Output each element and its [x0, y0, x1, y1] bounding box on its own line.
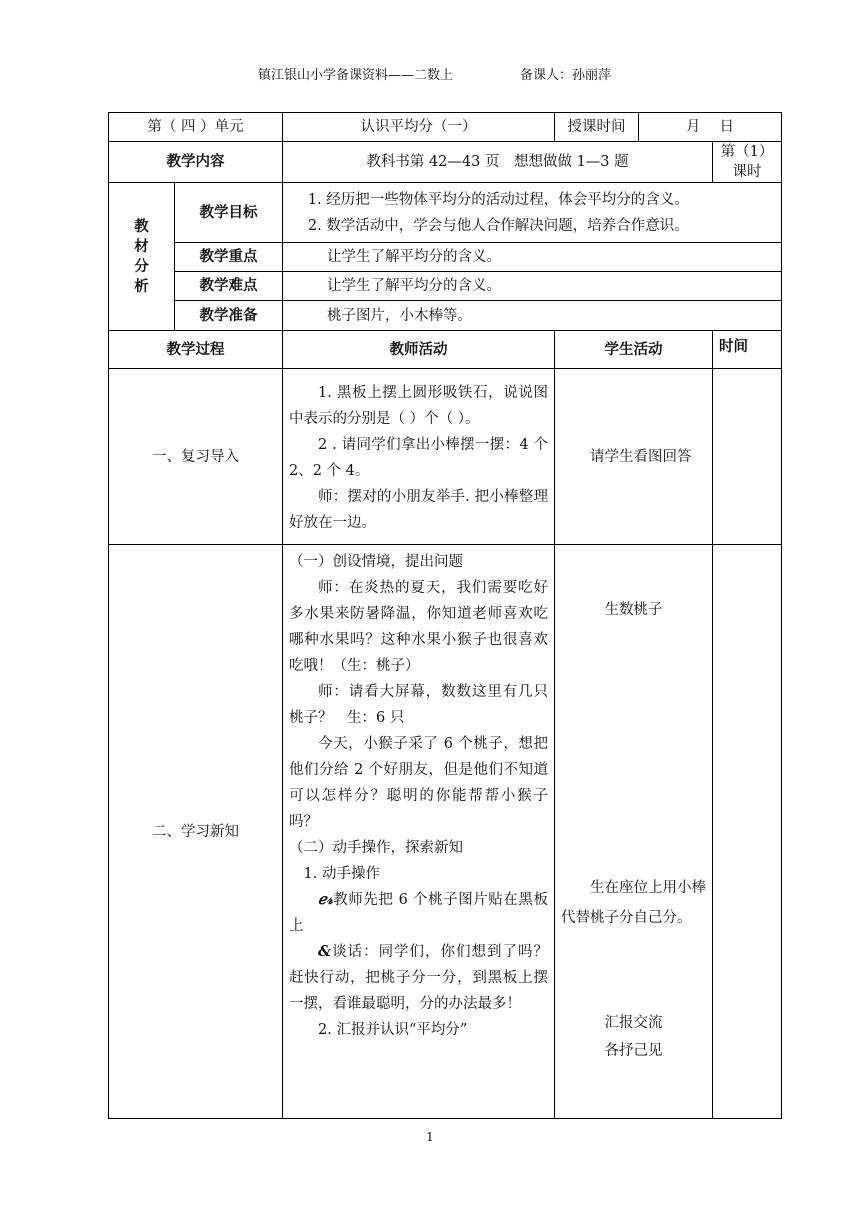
stage2-student	[555, 545, 713, 1119]
stage2-teacher-para	[289, 939, 548, 1017]
speech-mark-icon: &	[318, 943, 332, 960]
header-school: 镇江银山小学备课资料——二数上	[258, 68, 454, 83]
stage2-teacher-para: 师：请看大屏幕，数数这里有几只桃子？ 生：6 只	[289, 684, 548, 726]
stage2-teacher-para	[289, 887, 548, 939]
stage2-subheading: 1. 动手操作	[303, 866, 380, 882]
goal-item: 1. 经历把一些物体平均分的活动过程，体会平均分的含义。	[307, 191, 689, 208]
date-cell: 月 日	[639, 113, 782, 142]
goals-label: 教学目标	[175, 183, 283, 243]
stage2-student-2: 生在座位上用小棒代替桃子分自己分。	[561, 880, 706, 926]
stage1-time	[713, 369, 782, 545]
process-header: 教学过程	[109, 331, 283, 369]
stage2-subheading: 2. 汇报并认识“平均分”	[318, 1022, 468, 1038]
analysis-char: 教	[134, 217, 149, 235]
unit-row	[109, 113, 782, 142]
stage2-time	[713, 545, 782, 1119]
stage1-student-text: 请学生看图回答	[590, 448, 692, 465]
teacher-header: 教师活动	[283, 331, 555, 369]
page-number: 1	[426, 1130, 434, 1144]
stage2-student-3b: 各抒己见	[604, 1043, 663, 1059]
stage1-student	[555, 369, 713, 545]
stage2-text: 谈话：同学们，你们想到了吗？赶快行动，把桃子分一分，到黑板上摆一摆，看谁最聪明，分的办法最多！	[289, 944, 548, 1012]
student-header: 学生活动	[555, 331, 713, 369]
stage2-student-1: 生数桃子	[604, 602, 663, 618]
time-label-cell: 授课时间	[555, 113, 639, 142]
stage1-row	[109, 369, 782, 545]
stage1-name: 一、复习导入	[109, 369, 283, 545]
analysis-char: 材	[134, 237, 149, 255]
prep-row	[109, 301, 782, 331]
stage2-row	[109, 545, 782, 1119]
stage2-teacher	[283, 545, 555, 1119]
stage1-teacher-para: 师：摆对的小朋友举手. 把小棒整理好放在一边。	[289, 488, 548, 531]
content-label: 教学内容	[109, 142, 283, 183]
page-header	[0, 64, 860, 84]
analysis-char: 析	[134, 277, 149, 295]
difficulty-row	[109, 272, 782, 301]
prep-label: 教学准备	[175, 301, 283, 331]
difficulty-label: 教学难点	[175, 272, 283, 301]
goals-row	[109, 183, 782, 243]
key-row	[109, 243, 782, 272]
stage2-heading: （二）动手操作，探索新知	[289, 840, 463, 856]
key-cell: 让学生了解平均分的含义。	[283, 243, 782, 272]
stage2-name: 二、学习新知	[109, 545, 283, 1119]
topic-cell: 认识平均分（一）	[283, 113, 555, 142]
goal-item: 2. 数学活动中，学会与他人合作解决问题，培养合作意识。	[307, 217, 689, 234]
difficulty-cell: 让学生了解平均分的含义。	[283, 272, 782, 301]
key-label: 教学重点	[175, 243, 283, 272]
stage2-student-3a: 汇报交流	[604, 1015, 663, 1031]
unit-cell: 第（ 四 ）单元	[109, 113, 283, 142]
stage1-teacher-para: 1. 黑板上摆上圆形吸铁石，说说图中表示的分别是（ ）个（ ）。	[289, 384, 548, 427]
analysis-char: 分	[134, 257, 149, 275]
prep-cell: 桃子图片，小木棒等。	[283, 301, 782, 331]
stage2-text: 教师先把 6 个桃子图片贴在黑板上	[289, 892, 548, 934]
stage2-teacher-para: 师：在炎热的夏天，我们需要吃好多水果来防暑降温，你知道老师喜欢吃哪种水果吗？这种水果小猴子也很喜欢吃哦！（生：桃子）	[289, 580, 548, 674]
hand-pointer-icon: ℯ𝓇	[318, 891, 333, 908]
content-text: 教科书第 42—43 页 想想做做 1—3 题	[283, 142, 713, 183]
stage1-teacher-para: 2 . 请同学们拿出小棒摆一摆：4 个 2、2 个 4。	[289, 436, 548, 479]
stage1-teacher	[283, 369, 555, 545]
content-row	[109, 142, 782, 183]
header-author: 备课人：孙丽萍	[520, 68, 612, 83]
stage2-teacher-para: 今天，小猴子采了 6 个桃子，想把他们分给 2 个好朋友，但是他们不知道可以怎样分？聪明的你能帮帮小猴子吗？	[289, 736, 548, 830]
stage2-heading: （一）创设情境，提出问题	[289, 554, 463, 570]
analysis-group-label	[109, 183, 175, 331]
process-header-row	[109, 331, 782, 369]
lesson-plan-table	[108, 112, 782, 1119]
goals-cell	[283, 183, 782, 243]
time-header: 时间	[713, 331, 782, 369]
period-cell: 第（1）课时	[713, 142, 782, 183]
